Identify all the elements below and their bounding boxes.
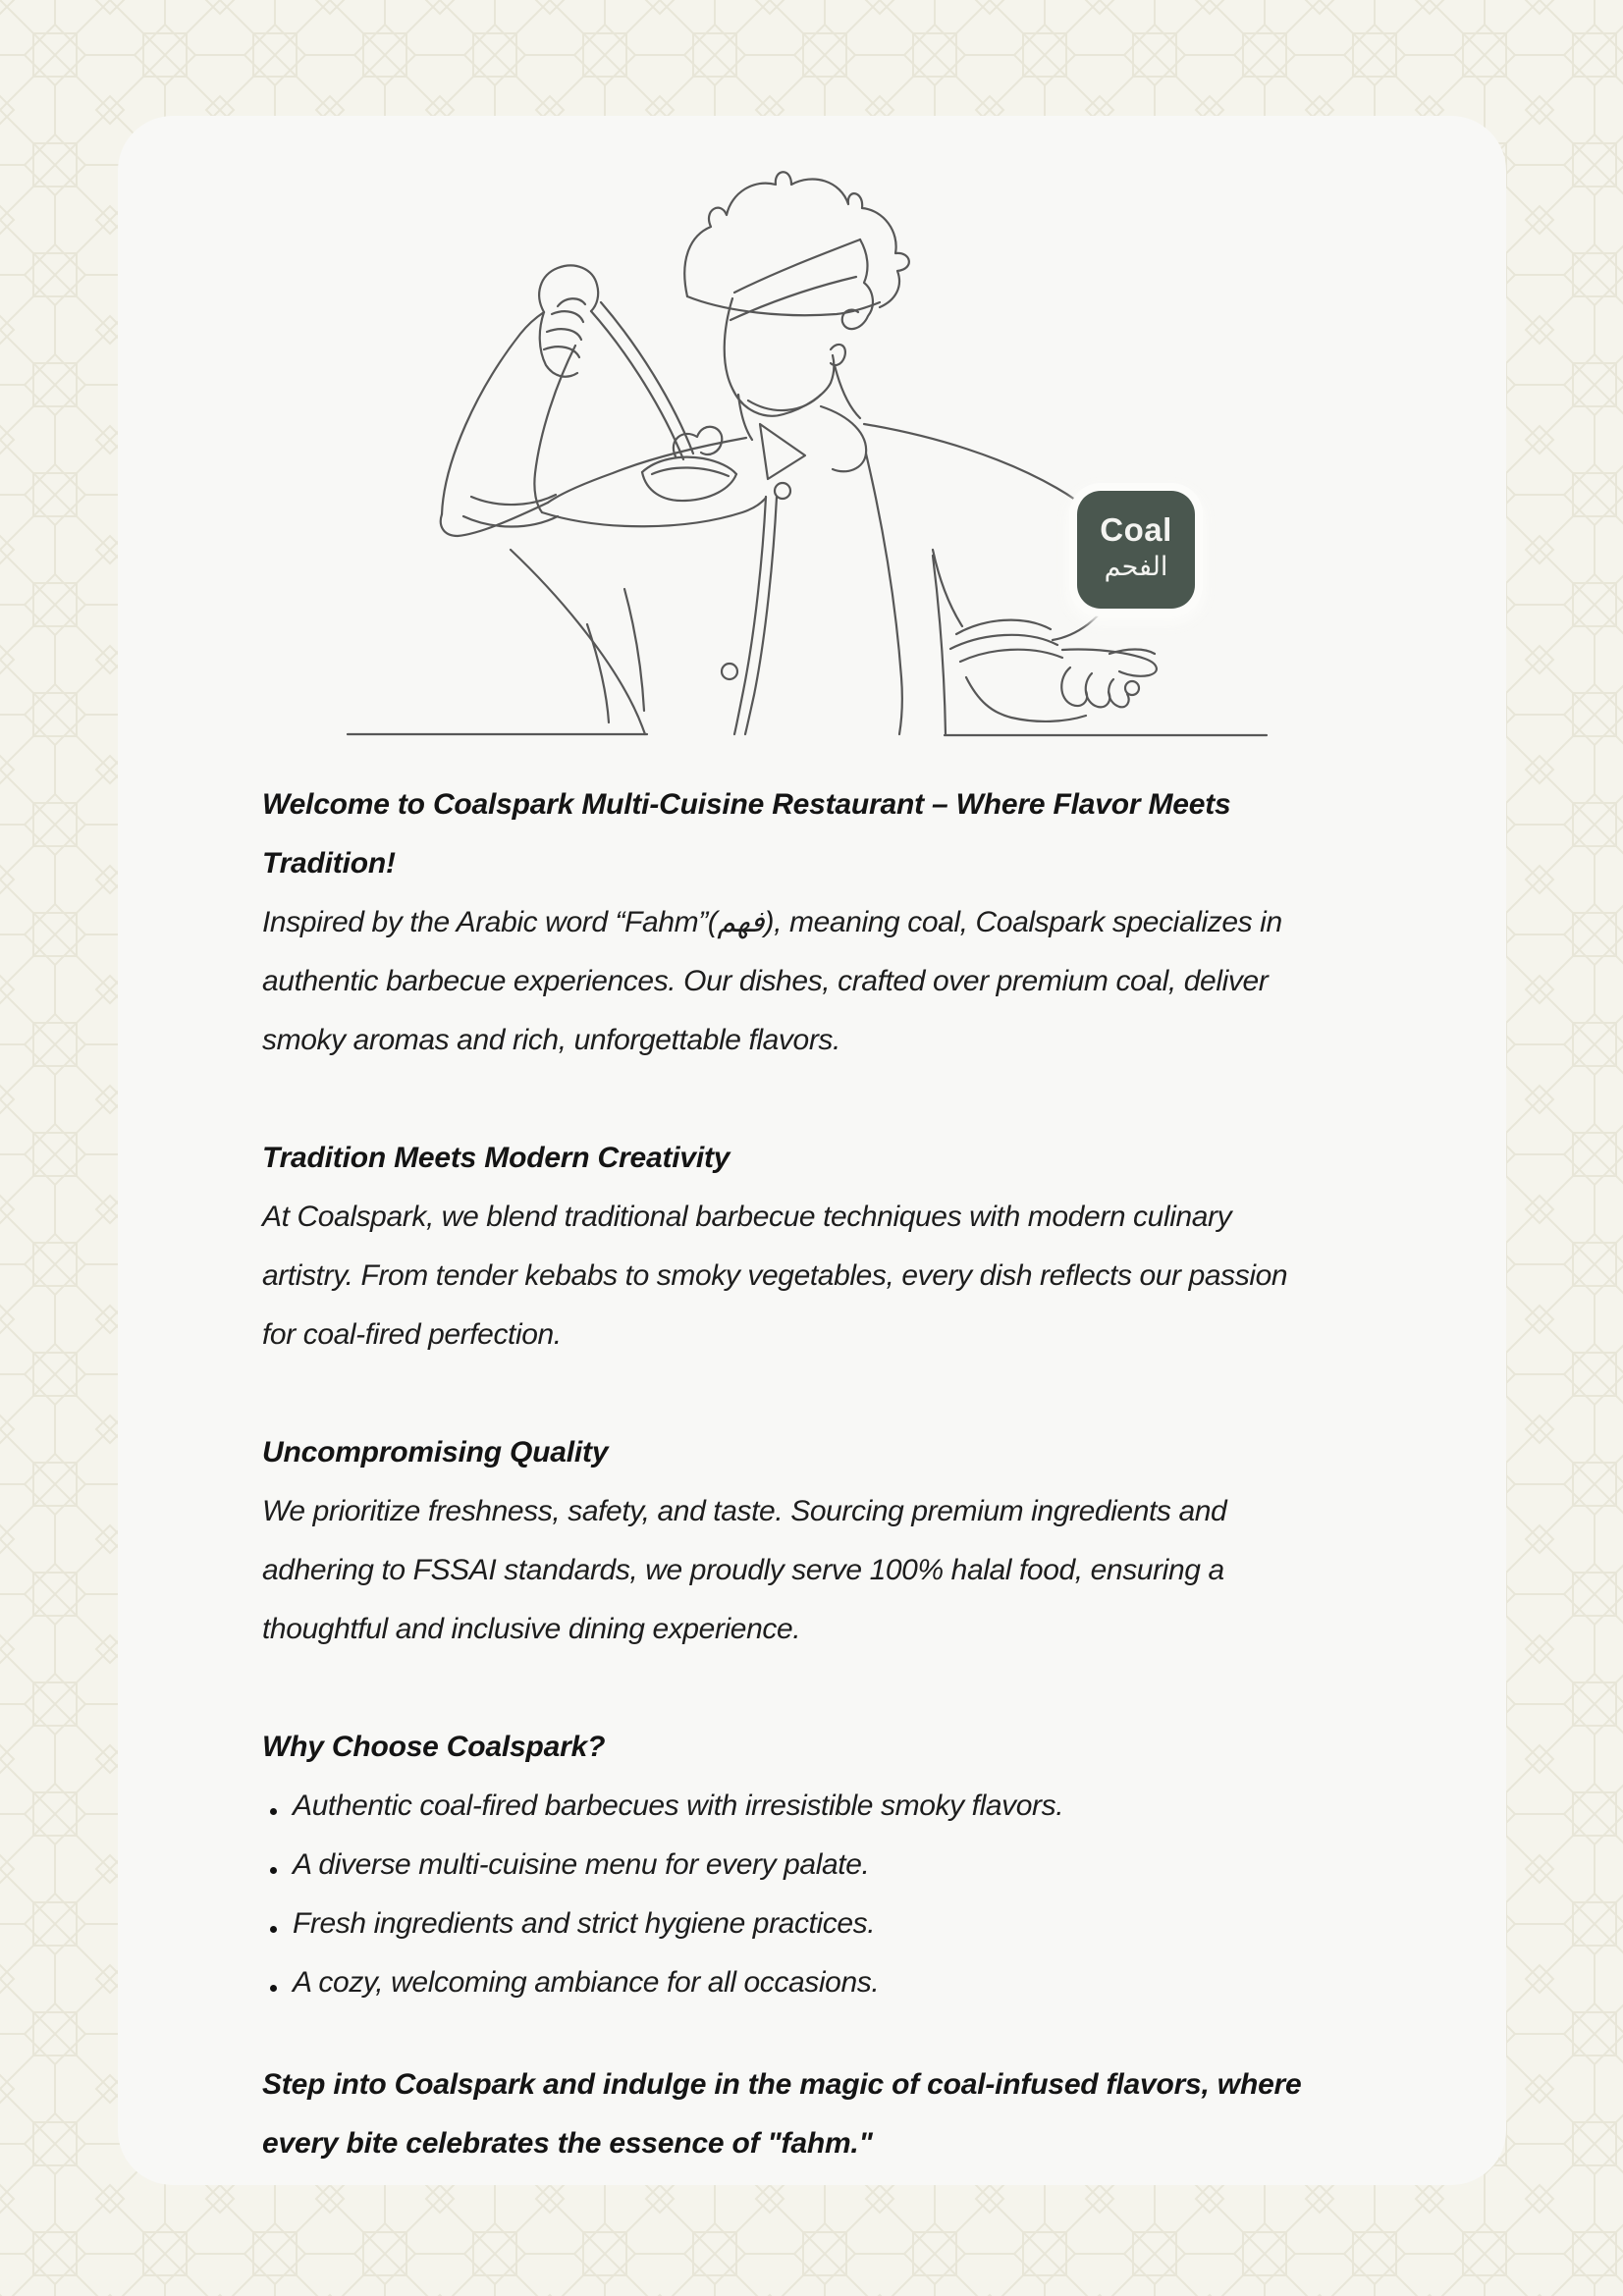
about-text-content (262, 775, 1391, 2173)
closing-paragraph (262, 2056, 1391, 2173)
coal-logo-label: Coal (1100, 511, 1172, 548)
quality-heading (262, 1423, 1391, 1482)
welcome-paragraph (262, 893, 1391, 1070)
torso-left-seam (511, 550, 645, 734)
fingertip (1125, 681, 1139, 695)
tradition-heading (262, 1129, 1391, 1188)
bullet-item (262, 1836, 1391, 1895)
bullet-item (262, 1953, 1391, 2012)
bullet-list (262, 1777, 1391, 2012)
body-line: We prioritize freshness, safety, and taste. Sourcing premium ingredients and (262, 1495, 1227, 1527)
sleeve-fold-2 (463, 516, 558, 527)
body-line: Inspired by the Arabic word “Fahm”(فهم), meaning coal, Coalspark specializes in (262, 906, 1282, 938)
grip-hand-back (540, 312, 577, 377)
ladle-bowl-inner (652, 467, 729, 476)
jaw-line (748, 395, 821, 410)
forearm-outer (442, 312, 544, 514)
body-line: At Coalspark, we blend traditional barbecue techniques with modern culinary (262, 1201, 1232, 1233)
bullet-text: A diverse multi-cuisine menu for every palate. (293, 1848, 870, 1881)
grip-finger-2 (547, 329, 581, 340)
button-top (775, 483, 790, 499)
closing-line: Step into Coalspark and indulge in the magic of coal-infused flavors, where (262, 2068, 1302, 2101)
why-choose-heading (262, 1718, 1391, 1777)
bullet-dot (270, 1926, 277, 1933)
body-line: for coal-fired perfection. (262, 1318, 562, 1351)
body-line: authentic barbecue experiences. Our dishes, crafted over premium coal, deliver (262, 965, 1269, 997)
grip-finger-1 (552, 311, 583, 322)
heading-line: Why Choose Coalspark? (262, 1731, 606, 1763)
hat-outline (684, 172, 909, 307)
cuff-band-3 (960, 650, 1062, 662)
jacket-front-right (866, 454, 902, 734)
neck-right (835, 365, 860, 418)
heading-line: Uncompromising Quality (262, 1436, 609, 1468)
ladle-handle-left (591, 311, 683, 459)
bullet-dot (270, 1808, 277, 1815)
quality-paragraph (262, 1482, 1391, 1659)
ladle-hook (539, 265, 598, 312)
forearm-inner (534, 346, 575, 512)
heading-line: Welcome to Coalspark Multi-Cuisine Restaurant – Where Flavor Meets (262, 788, 1231, 821)
why-choose-section (262, 1718, 1391, 2012)
chest-seam (542, 498, 766, 526)
waist-fold-2 (624, 589, 644, 711)
bullet-dot (270, 1985, 277, 1992)
placket-right (745, 497, 777, 734)
chef-line-drawing-illustration (324, 128, 1286, 746)
upper-arm-outer (441, 503, 548, 536)
body-line: smoky aromas and rich, unforgettable flavors. (262, 1024, 840, 1056)
tradition-paragraph (262, 1188, 1391, 1364)
bullet-text: A cozy, welcoming ambiance for all occasions. (293, 1966, 880, 1999)
closing-line: every bite celebrates the essence of "fahm." (262, 2127, 873, 2160)
bullet-item (262, 1777, 1391, 1836)
body-line: artistry. From tender kebabs to smoky vegetables, every dish reflects our passion (262, 1259, 1288, 1292)
lapel-triangle (760, 424, 805, 479)
hat-band-upper (734, 240, 860, 293)
welcome-section (262, 775, 1391, 1070)
quality-section (262, 1423, 1391, 1659)
placket-left (734, 497, 766, 734)
welcome-heading (262, 775, 1391, 893)
hat-band-right-drop (842, 240, 873, 329)
cuff-band-1 (956, 620, 1051, 634)
cuff-band-2 (950, 635, 1057, 649)
curled-finger-1 (1061, 667, 1087, 706)
coal-logo-badge (1077, 491, 1195, 609)
body-line: thoughtful and inclusive dining experience. (262, 1613, 801, 1645)
torso-right-seam (933, 556, 946, 734)
curled-finger-2 (1086, 673, 1110, 707)
grip-thumb (558, 298, 585, 306)
bullet-dot (270, 1867, 277, 1874)
body-line: adhering to FSSAI standards, we proudly serve 100% halal food, ensuring a (262, 1554, 1224, 1586)
button-bottom (722, 664, 737, 679)
bullet-item (262, 1895, 1391, 1953)
bullet-text: Fresh ingredients and strict hygiene practices. (293, 1907, 876, 1940)
coal-logo-arabic-label: الفحم (1104, 552, 1168, 582)
heading-line: Tradition! (262, 847, 396, 880)
sleeve-fold-1 (471, 495, 556, 505)
ladle-handle-right (601, 302, 693, 454)
heading-line: Tradition Meets Modern Creativity (262, 1142, 730, 1174)
palm-underside (966, 677, 1086, 721)
tradition-section (262, 1129, 1391, 1364)
bullet-text: Authentic coal-fired barbecues with irresistible smoky flavors. (293, 1789, 1064, 1822)
ladle-bowl-cup (642, 472, 736, 501)
